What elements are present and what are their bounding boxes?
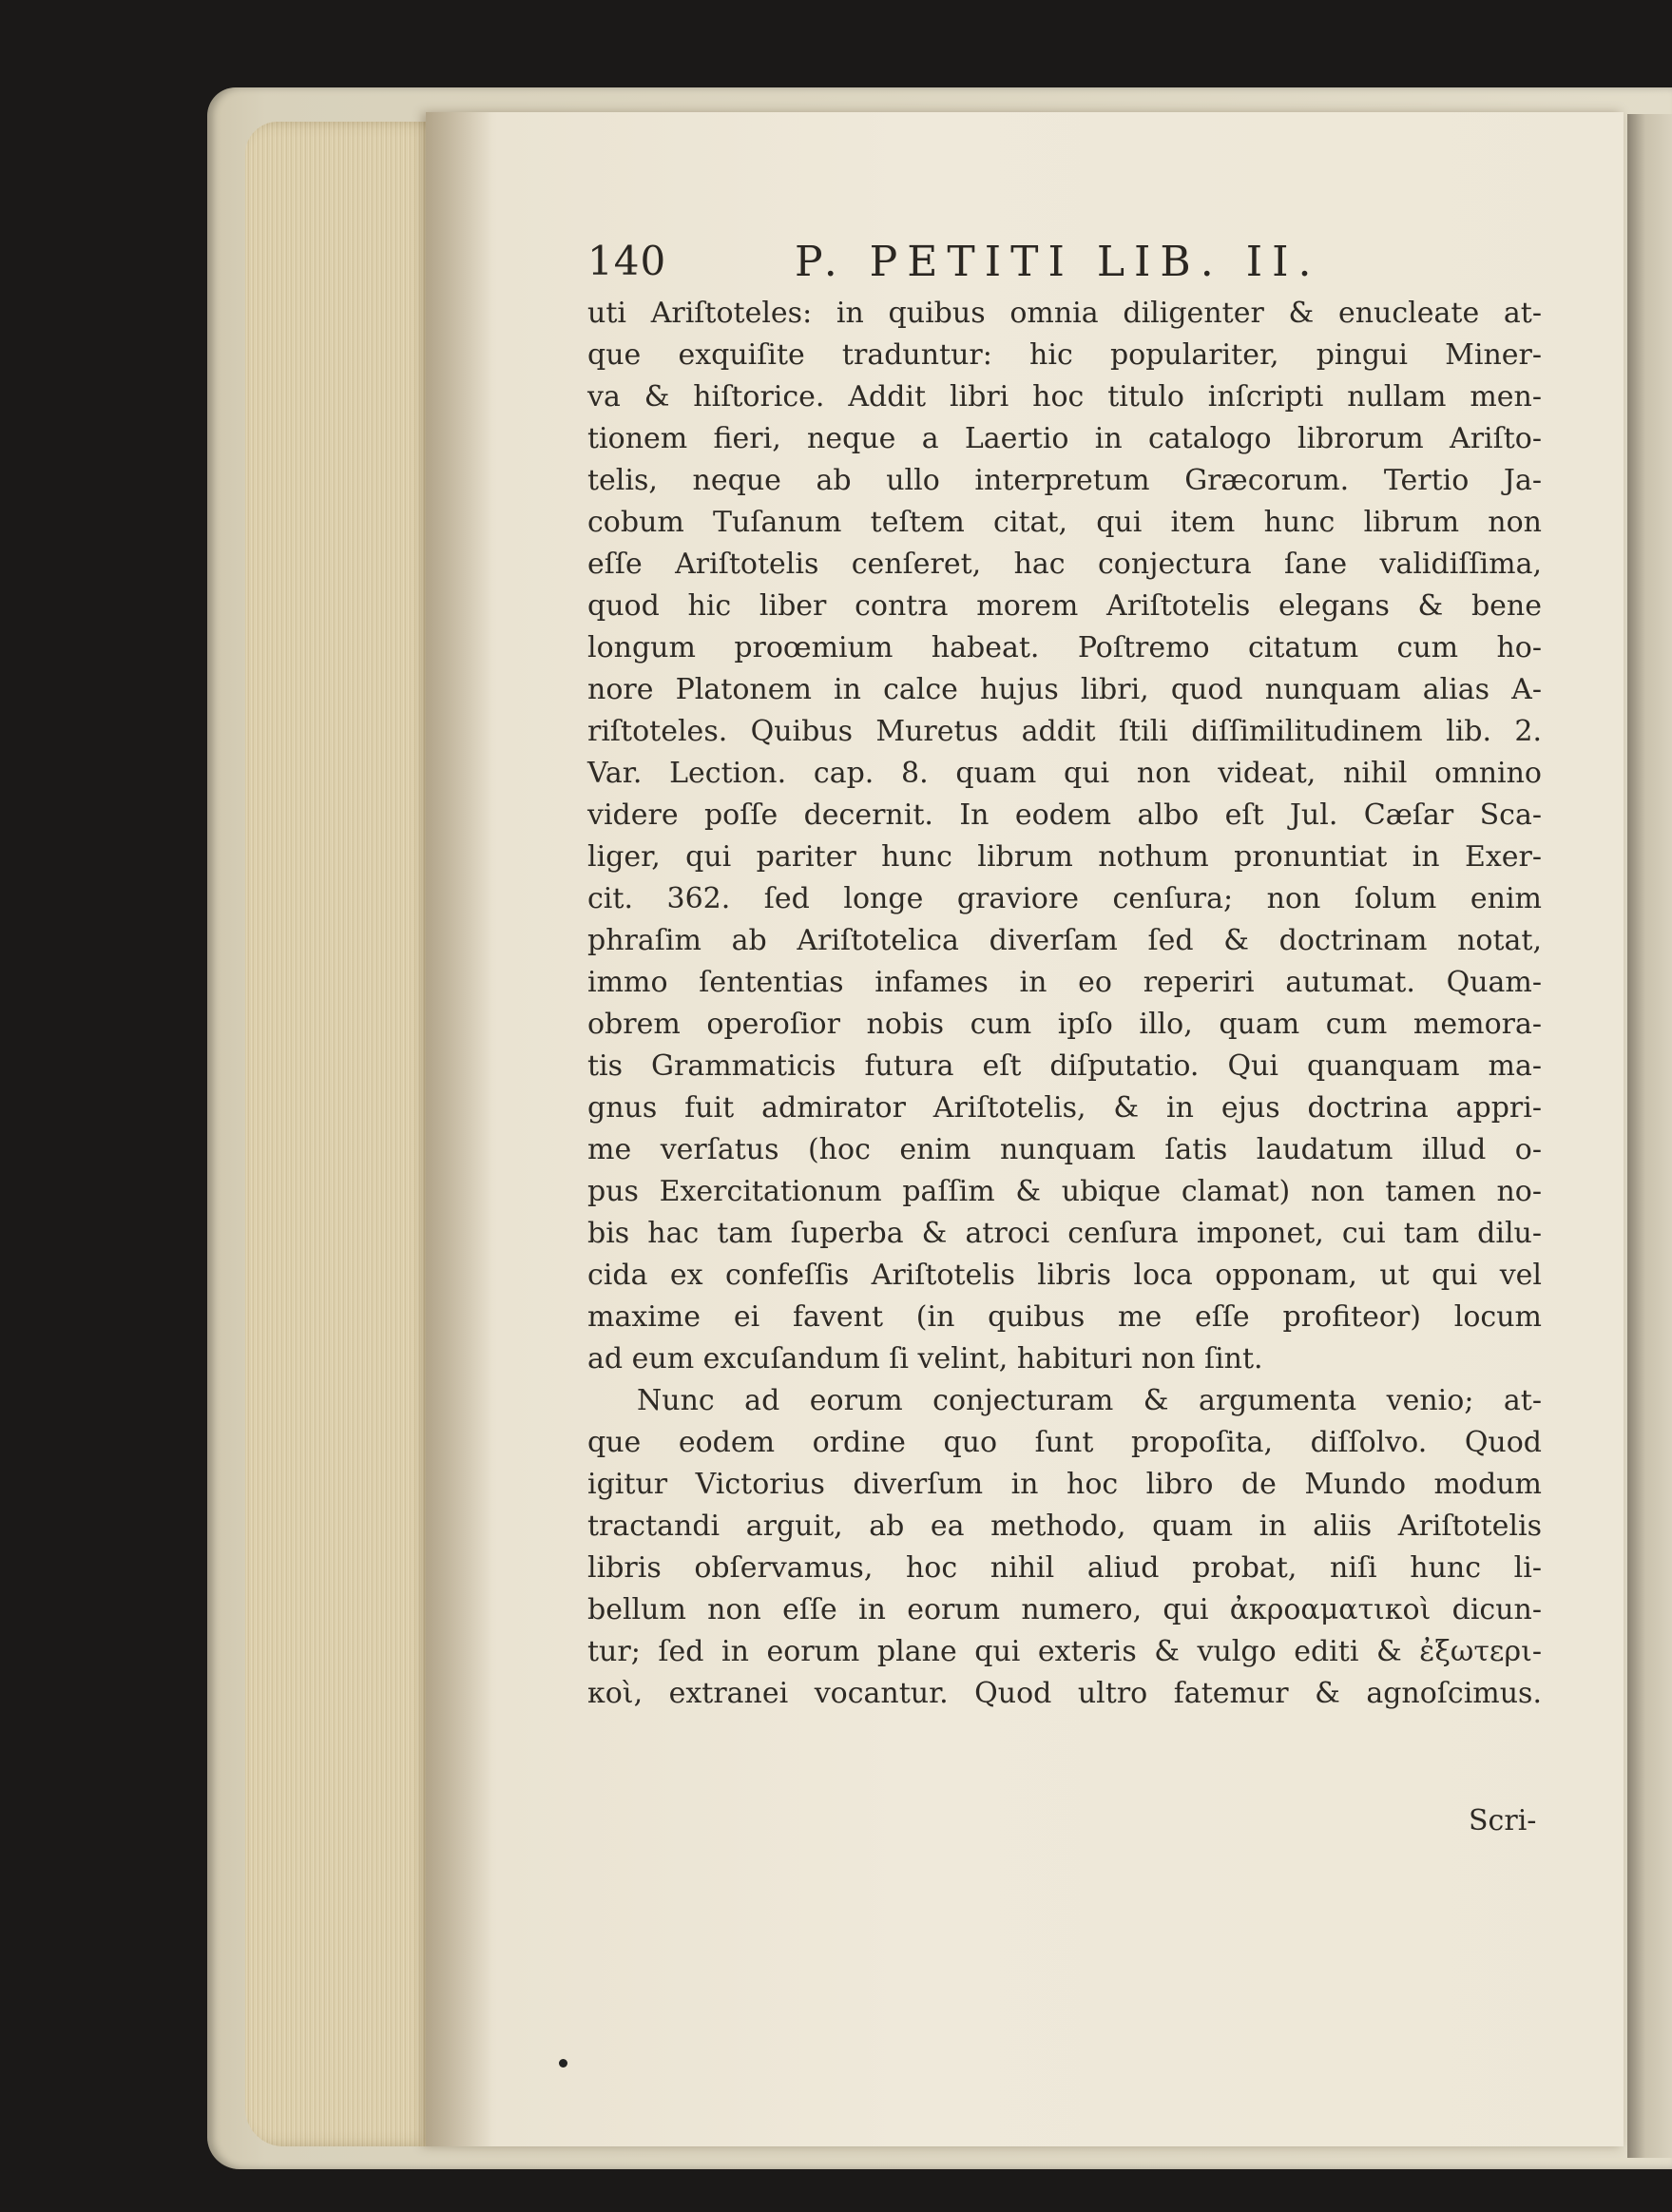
text-line: cobum Tuſanum teſtem citat, qui item hunc librum non	[587, 506, 1542, 539]
text-line: κοὶ, extranei vocantur. Quod ultro fatemur & agnoſcimus.	[587, 1677, 1542, 1710]
text-line: pus Exercitationum paſſim & ubique clamat) non tamen no-	[587, 1175, 1542, 1208]
text-line: videre poſſe decernit. In eodem albo eſt Jul. Cæſar Sca-	[587, 798, 1542, 832]
text-line: bellum non eſſe in eorum numero, qui ἀκροαματικοὶ dicun-	[587, 1593, 1542, 1626]
text-line: me verſatus (hoc enim nunquam ſatis laudatum illud o-	[587, 1133, 1542, 1166]
text-line: Nunc ad eorum conjecturam & argumenta venio; at-	[637, 1384, 1542, 1417]
text-line: cit. 362. ſed longe graviore cenſura; non ſolum enim	[587, 882, 1542, 915]
text-line: libris obſervamus, hoc nihil aliud probat, niſi hunc li-	[587, 1551, 1542, 1585]
text-line: phraſim ab Ariſtotelica diverſam ſed & doctrinam notat,	[587, 924, 1542, 957]
text-line: longum proœmium habeat. Poſtremo citatum cum ho-	[587, 631, 1542, 664]
body-text	[587, 293, 1542, 1715]
text-line: tractandi arguit, ab ea methodo, quam in aliis Ariſtotelis	[587, 1510, 1542, 1543]
text-line: riſtoteles. Quibus Muretus addit ſtili diſſimilitudinem lib. 2.	[587, 715, 1542, 748]
text-line: tur; ſed in eorum plane qui exteris & vulgo editi & ἐξωτερι-	[587, 1635, 1542, 1668]
text-line: igitur Victorius diverſum in hoc libro de Mundo modum	[587, 1468, 1542, 1501]
page-header	[587, 238, 1538, 295]
text-line: uti Ariſtoteles: in quibus omnia diligenter & enucleate at-	[587, 297, 1542, 330]
text-line: ad eum excuſandum ſi velint, habituri non ſint.	[587, 1342, 1263, 1375]
text-line: gnus fuit admirator Ariſtotelis, & in ejus doctrina appri-	[587, 1091, 1542, 1125]
ink-spot	[559, 2059, 567, 2068]
text-line: nore Platonem in calce hujus libri, quod nunquam alias A-	[587, 673, 1542, 706]
text-line: eſſe Ariſtotelis cenſeret, hac conjectura ſane validiſſima,	[587, 548, 1542, 581]
text-line: liger, qui pariter hunc librum nothum pronuntiat in Exer-	[587, 840, 1542, 874]
text-line: va & hiſtorice. Addit libri hoc titulo inſcripti nullam men-	[587, 380, 1542, 414]
page-edges	[245, 122, 445, 2146]
facing-page-edge	[1627, 114, 1672, 2158]
text-line: obrem operoſior nobis cum ipſo illo, quam cum memora-	[587, 1008, 1542, 1041]
running-title: P. PETITI LIB. II.	[795, 238, 1321, 286]
text-line: telis, neque ab ullo interpretum Græcorum. Tertio Ja-	[587, 464, 1542, 497]
text-line: bis hac tam ſuperba & atroci cenſura imponet, cui tam dilu-	[587, 1217, 1542, 1250]
page-number: 140	[587, 238, 667, 284]
text-line: immo ſententias infames in eo reperiri autumat. Quam-	[587, 966, 1542, 999]
text-line: quod hic liber contra morem Ariſtotelis elegans & bene	[587, 589, 1542, 623]
text-line: tionem fieri, neque a Laertio in catalogo librorum Ariſto-	[587, 422, 1542, 455]
text-line: que eodem ordine quo ſunt propoſita, diſſolvo. Quod	[587, 1426, 1542, 1459]
text-line: tis Grammaticis futura eſt diſputatio. Qui quanquam ma-	[587, 1049, 1542, 1083]
text-line: Var. Lection. cap. 8. quam qui non videat, nihil omnino	[587, 757, 1542, 790]
text-line: cida ex confeſſis Ariſtotelis libris loca opponam, ut qui vel	[587, 1259, 1542, 1292]
catchword: Scri-	[1469, 1804, 1537, 1837]
gutter-shadow	[426, 112, 492, 2146]
text-line: que exquiſite traduntur: hic populariter, pingui Miner-	[587, 338, 1542, 372]
text-line: maxime ei favent (in quibus me eſſe profiteor) locum	[587, 1300, 1542, 1334]
